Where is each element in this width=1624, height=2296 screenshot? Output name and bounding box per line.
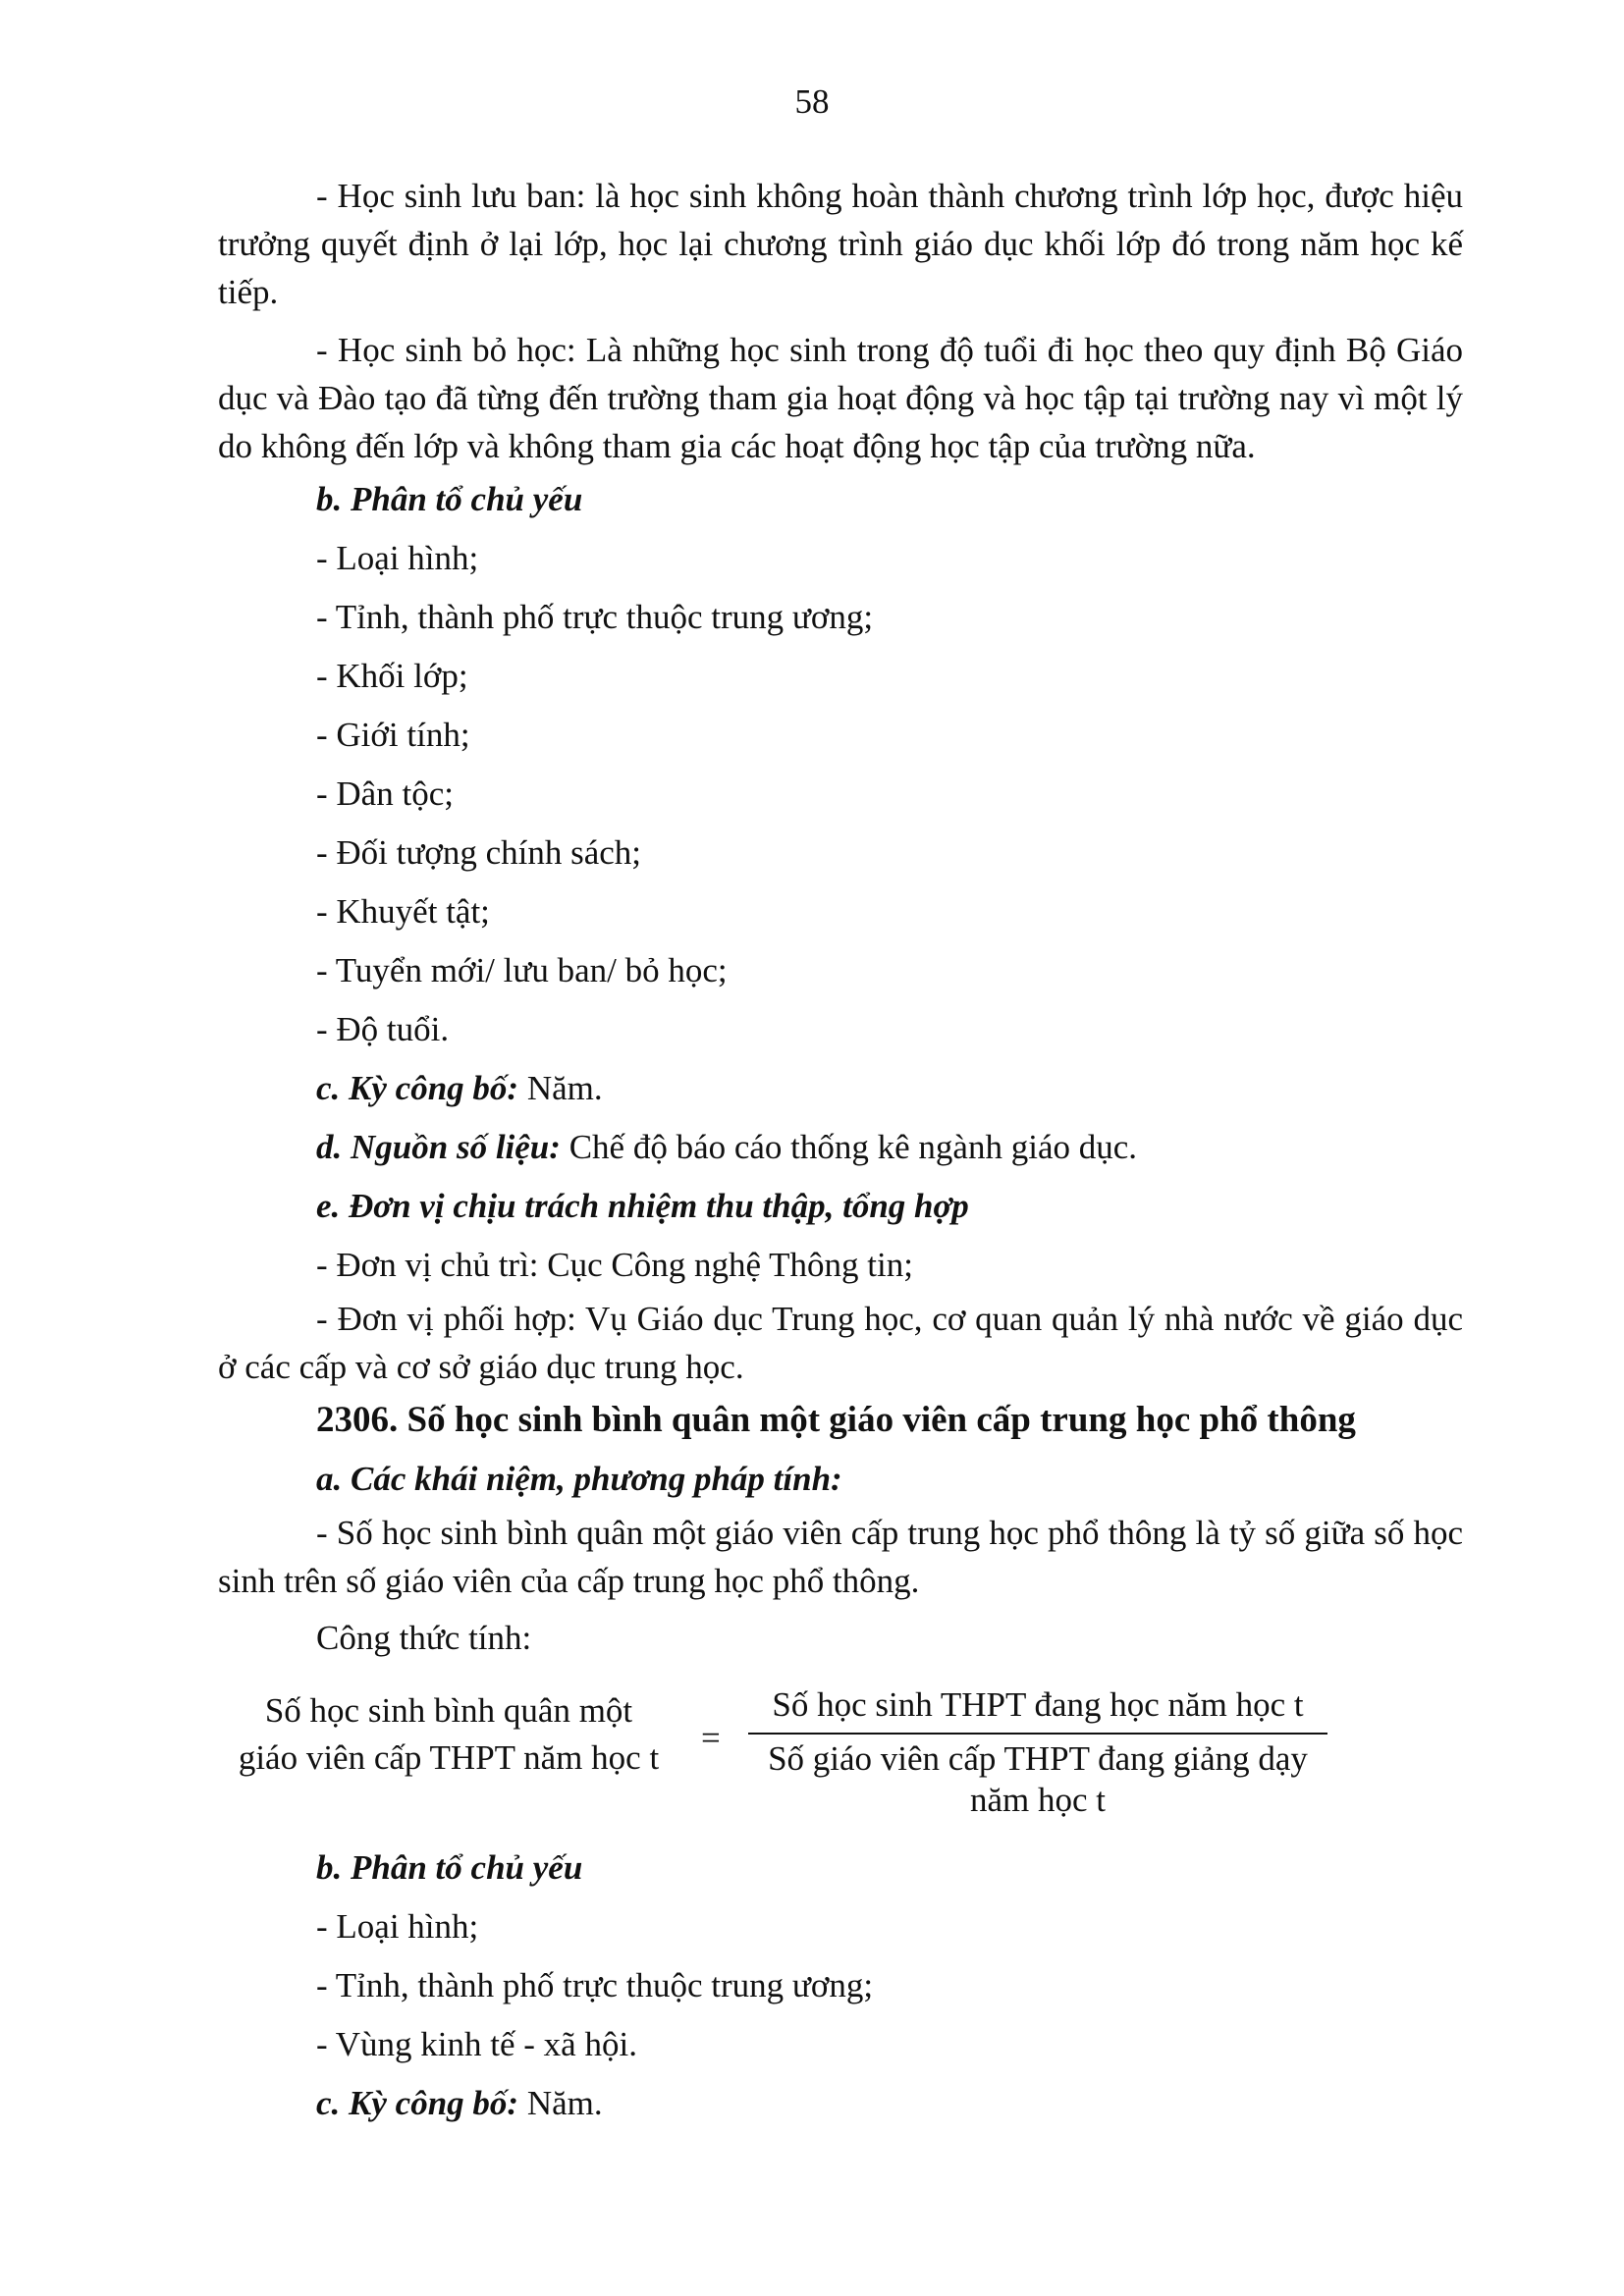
formula-fraction [748,1682,1327,1821]
list-item: - Độ tuổi. [316,1010,450,1048]
data-source-value: Chế độ báo cáo thống kê ngành giáo dục. [560,1128,1138,1166]
formula [218,1682,1463,1839]
section2-concepts-heading: a. Các khái niệm, phương pháp tính: [316,1460,842,1498]
formula-label: Công thức tính: [316,1619,532,1657]
section1-publication-period [316,1059,1463,1118]
formula-equals: = [701,1719,721,1757]
section2-publication-period [316,2074,1463,2133]
section1-breakdown-heading: b. Phân tổ chủ yếu [316,480,583,518]
list-item: - Tỉnh, thành phố trực thuộc trung ương; [316,1966,874,2004]
list-item: - Đơn vị chủ trì: Cục Công nghệ Thông tin; [316,1246,913,1284]
section2-breakdown-heading: b. Phân tổ chủ yếu [316,1848,583,1887]
formula-left-line: Số học sinh bình quân một [264,1691,633,1730]
publication-period-label: c. Kỳ công bố: [316,1069,519,1107]
section1-data-source [316,1118,1463,1177]
list-item: - Loại hình; [316,539,479,577]
list-item: - Giới tính; [316,716,470,754]
formula-denominator [748,1735,1327,1821]
list-item: - Khuyết tật; [316,892,490,931]
paragraph-dropout-student: - Học sinh bỏ học: Là những học sinh trong độ tuổi đi học theo quy định Bộ Giáo dục và Đào tạo đã từng đến trường tham gia hoạt động và học tập tại trường nay vì một lý do không đến lớp và không tham gia các hoạt động học tập của trường nữa. [218,331,1463,465]
formula-numerator: Số học sinh THPT đang học năm học t [748,1682,1327,1735]
formula-left-side [218,1687,679,1782]
list-item: - Dân tộc; [316,774,454,813]
formula-denominator-line: Số giáo viên cấp THPT đang giảng dạy [768,1739,1308,1778]
section2-title: 2306. Số học sinh bình quân một giáo viên cấp trung học phổ thông [316,1400,1356,1440]
list-item: - Tuyển mới/ lưu ban/ bỏ học; [316,951,728,989]
publication-period-label: c. Kỳ công bố: [316,2084,519,2122]
list-item: - Vùng kinh tế - xã hội. [316,2025,637,2063]
data-source-label: d. Nguồn số liệu: [316,1128,561,1166]
formula-left-line: giáo viên cấp THPT năm học t [238,1738,660,1777]
list-item: - Đối tượng chính sách; [316,833,642,872]
page-number: 58 [794,82,830,121]
paragraph-repeating-student: - Học sinh lưu ban: là học sinh không hoàn thành chương trình lớp học, được hiệu trưởng quyết định ở lại lớp, học lại chương trình giáo dục khối lớp đó trong năm học kế tiếp. [218,177,1463,311]
section1-responsible-unit-heading: e. Đơn vị chịu trách nhiệm thu thập, tổng hợp [316,1187,969,1225]
publication-period-value: Năm. [518,1069,603,1107]
list-item: - Loại hình; [316,1907,479,1946]
list-item: - Khối lớp; [316,657,468,695]
list-item: - Tỉnh, thành phố trực thuộc trung ương; [316,598,874,636]
paragraph-coordinating-unit: - Đơn vị phối hợp: Vụ Giáo dục Trung học, cơ quan quản lý nhà nước về giáo dục ở các cấp và cơ sở giáo dục trung học. [218,1300,1463,1386]
document-body [218,172,1463,2133]
publication-period-value: Năm. [518,2084,603,2122]
formula-denominator-line: năm học t [969,1781,1107,1819]
paragraph-definition: - Số học sinh bình quân một giáo viên cấp trung học phổ thông là tỷ số giữa số học sinh trên số giáo viên của cấp trung học phổ thông. [218,1514,1463,1600]
